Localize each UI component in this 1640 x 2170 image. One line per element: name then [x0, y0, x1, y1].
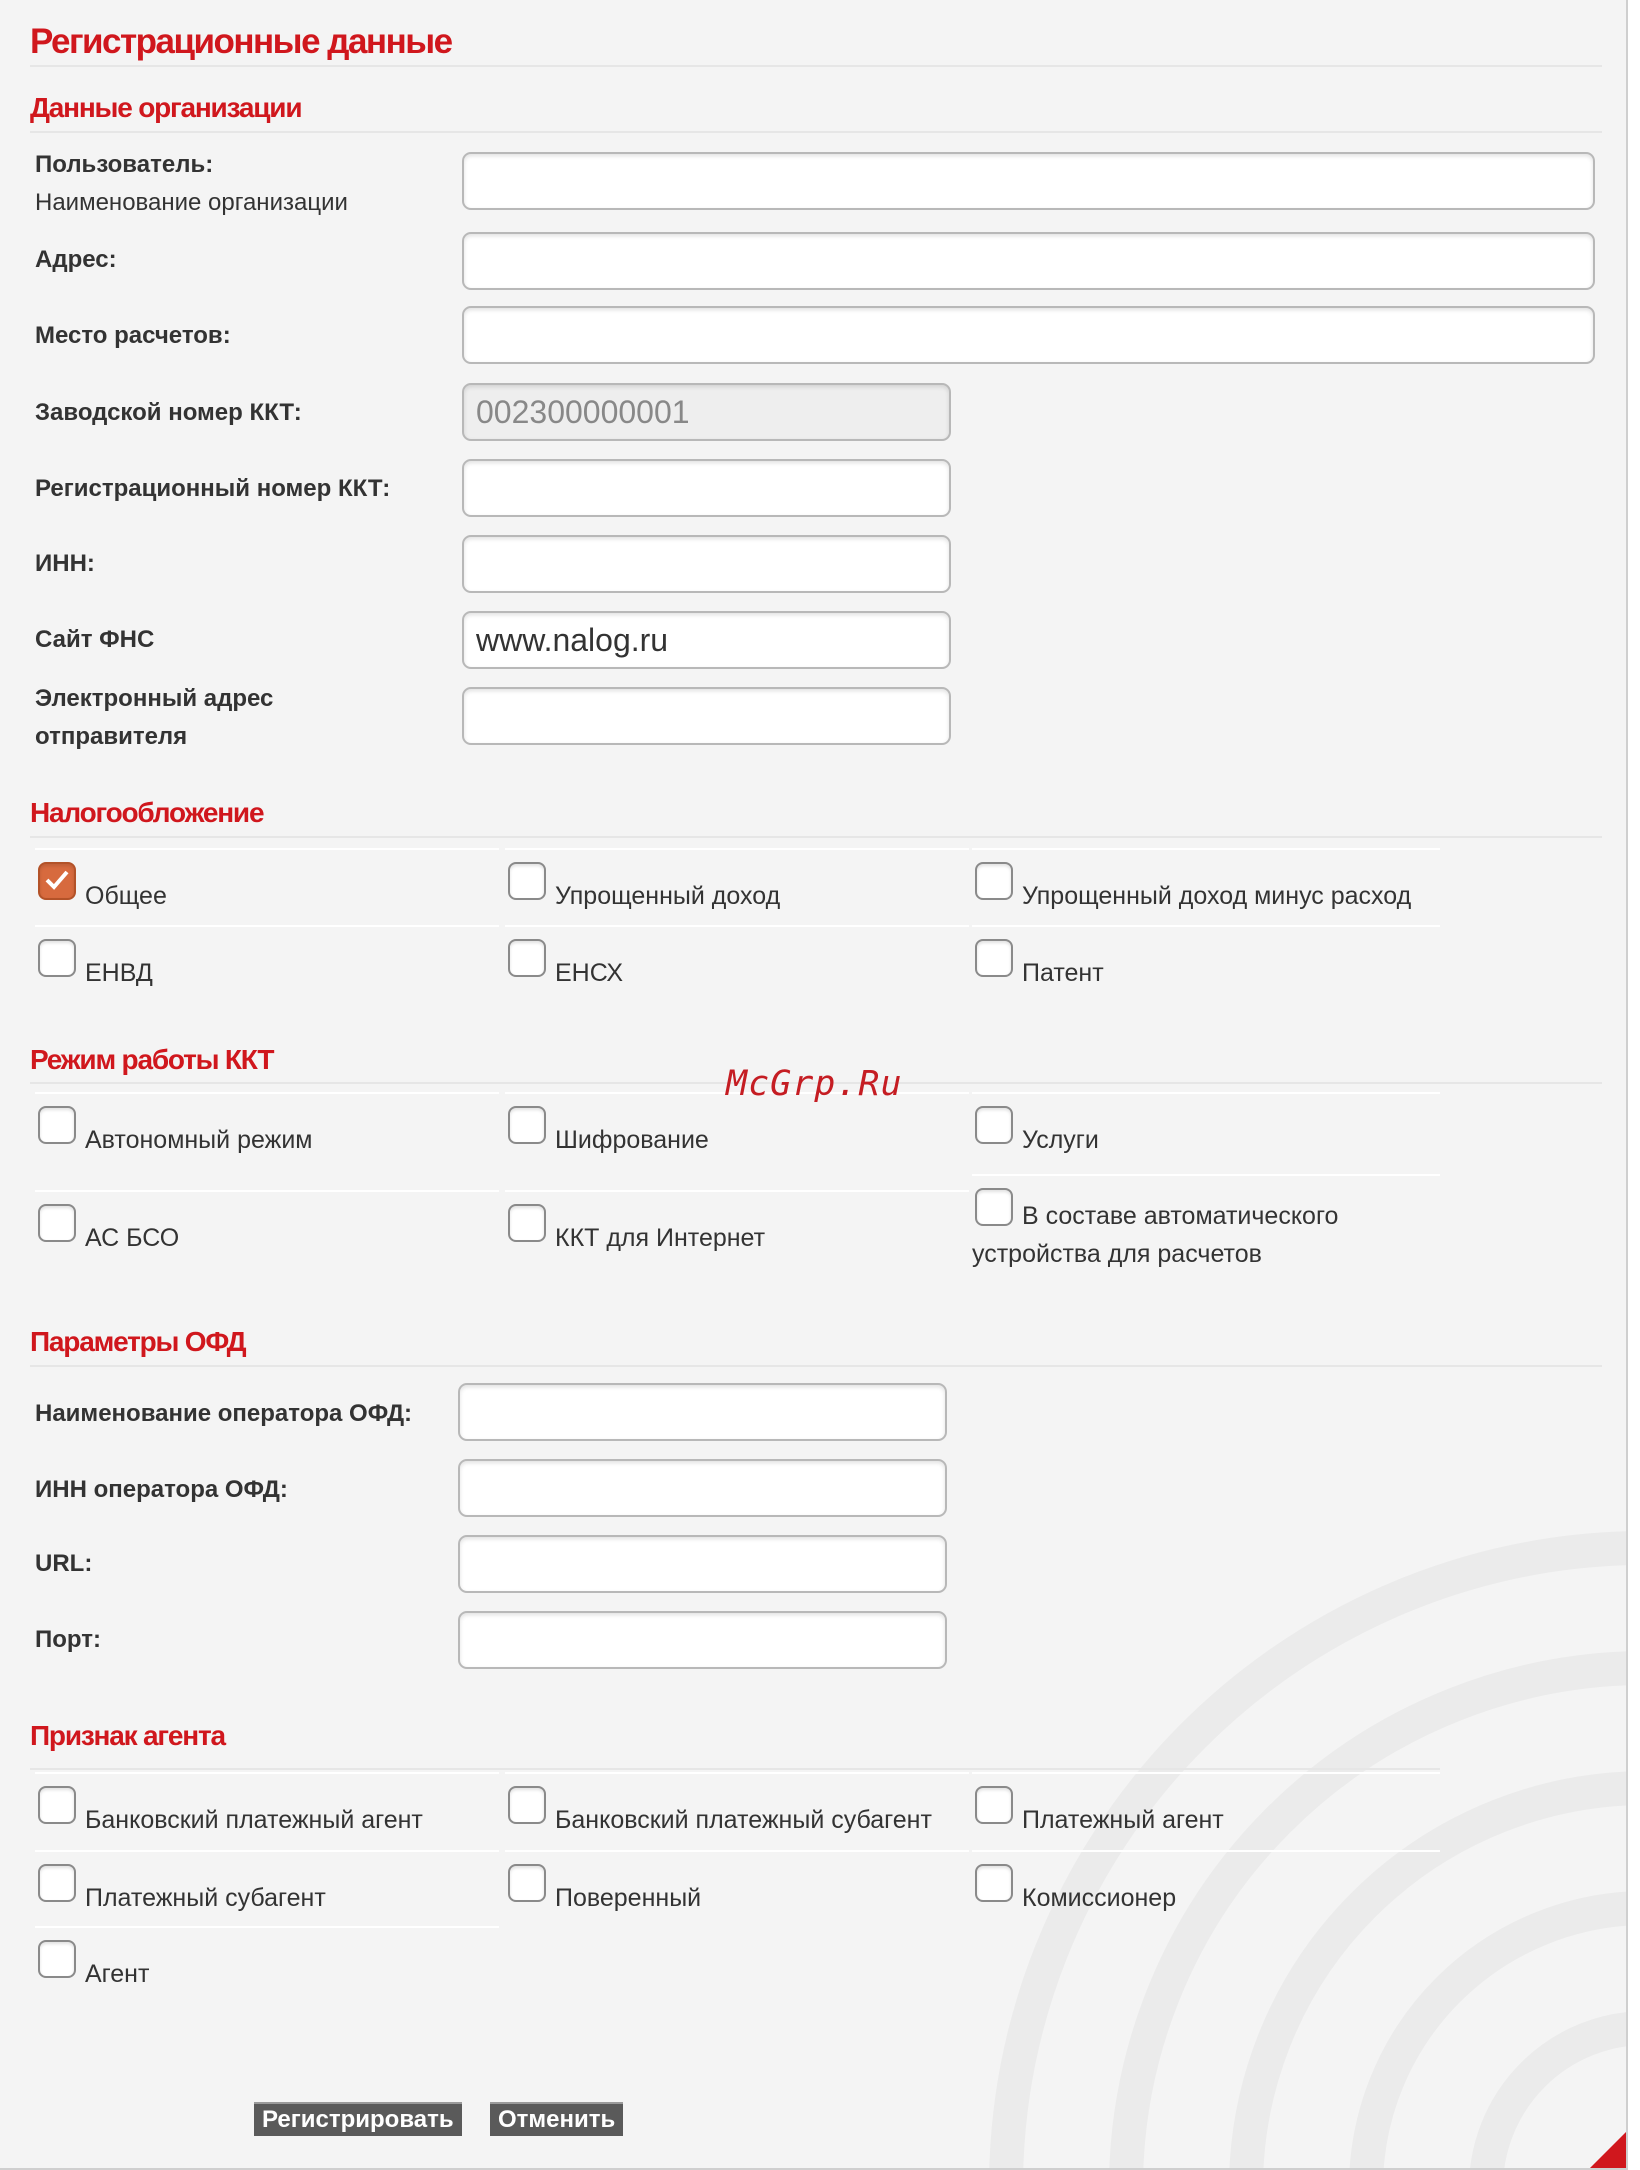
- mode-option-label: Автономный режим: [85, 1126, 313, 1154]
- mode-option-internet[interactable]: [505, 1190, 969, 1280]
- tax-option-simplified-income-minus-expense[interactable]: [972, 848, 1440, 922]
- inn-input[interactable]: [462, 535, 951, 593]
- sender-email-label: [35, 680, 273, 756]
- ofd-url-input[interactable]: [458, 1535, 947, 1593]
- agent-option-agent[interactable]: [35, 1926, 499, 2002]
- section-title-tax: Налогообложение: [30, 797, 264, 828]
- checkbox[interactable]: [975, 1188, 1013, 1226]
- user-sublabel: Наименование организации: [35, 189, 348, 216]
- mode-option-label: Услуги: [1022, 1126, 1099, 1154]
- watermark: McGrp.Ru: [726, 1064, 903, 1104]
- agent-option-bank-payment-subagent[interactable]: [505, 1772, 969, 1850]
- tax-option-label: ЕНСХ: [555, 959, 624, 987]
- checkbox[interactable]: [508, 939, 546, 977]
- inn-label: ИНН:: [35, 550, 95, 577]
- address-input[interactable]: [462, 232, 1595, 290]
- section-title-ofd: Параметры ОФД: [30, 1326, 246, 1357]
- mode-option-label-line2: устройства для расчетов: [972, 1240, 1262, 1268]
- serial-number-input: [462, 383, 951, 441]
- mode-option-label-line1: В составе автоматического: [1022, 1202, 1339, 1230]
- ofd-name-label: Наименование оператора ОФД:: [35, 1400, 413, 1427]
- checkbox[interactable]: [38, 939, 76, 977]
- checkmark-icon: [43, 866, 71, 894]
- section-title-org: Данные организации: [30, 92, 302, 123]
- sender-email-input[interactable]: [462, 687, 951, 745]
- checkbox-checked[interactable]: [38, 862, 76, 900]
- mode-option-label: ККТ для Интернет: [555, 1224, 766, 1252]
- agent-option-label: Агент: [85, 1960, 150, 1988]
- section-divider: [30, 1768, 1440, 1770]
- ofd-inn-input[interactable]: [458, 1459, 947, 1517]
- tax-option-label: Общее: [85, 882, 167, 910]
- section-divider: [30, 1365, 1602, 1367]
- tax-option-label: ЕНВД: [85, 959, 153, 987]
- tax-option-label: Упрощенный доход: [555, 882, 781, 910]
- tax-option-general[interactable]: [35, 848, 499, 922]
- section-title-mode: Режим работы ККТ: [30, 1044, 274, 1075]
- fns-site-input[interactable]: [462, 611, 951, 669]
- regnum-label: Регистрационный номер ККТ:: [35, 475, 391, 502]
- checkbox[interactable]: [975, 1106, 1013, 1144]
- mode-option-autonomous[interactable]: [35, 1092, 499, 1190]
- checkbox[interactable]: [975, 1864, 1013, 1902]
- tax-option-simplified-income[interactable]: [505, 848, 969, 922]
- checkbox[interactable]: [38, 1106, 76, 1144]
- checkbox[interactable]: [508, 862, 546, 900]
- checkbox[interactable]: [38, 1864, 76, 1902]
- checkbox[interactable]: [975, 1786, 1013, 1824]
- checkbox[interactable]: [975, 939, 1013, 977]
- agent-option-label: Комиссионер: [1022, 1884, 1177, 1912]
- address-label: Адрес:: [35, 246, 117, 273]
- mode-option-as-bso[interactable]: [35, 1190, 499, 1280]
- ofd-inn-label: ИНН оператора ОФД:: [35, 1476, 288, 1503]
- user-name-input[interactable]: [462, 152, 1595, 210]
- agent-option-label: Банковский платежный агент: [85, 1806, 423, 1834]
- mode-option-label: Шифрование: [555, 1126, 709, 1154]
- ofd-name-input[interactable]: [458, 1383, 947, 1441]
- mode-option-label: АС БСО: [85, 1224, 180, 1252]
- cancel-button[interactable]: Отменить: [490, 2102, 623, 2136]
- agent-option-label: Банковский платежный субагент: [555, 1806, 932, 1834]
- user-label: [35, 146, 348, 222]
- register-button[interactable]: Регистрировать: [254, 2102, 462, 2136]
- sender-email-label-line1: Электронный адрес: [35, 685, 274, 712]
- ofd-port-input[interactable]: [458, 1611, 947, 1669]
- checkbox[interactable]: [38, 1940, 76, 1978]
- checkbox[interactable]: [38, 1786, 76, 1824]
- agent-option-label: Платежный субагент: [85, 1884, 326, 1912]
- checkbox[interactable]: [975, 862, 1013, 900]
- sender-email-label-line2: отправителя: [35, 723, 188, 750]
- section-divider: [30, 836, 1602, 838]
- tax-option-label: Упрощенный доход минус расход: [1022, 882, 1412, 910]
- fns-site-label: Сайт ФНС: [35, 626, 155, 653]
- tax-option-label: Патент: [1022, 959, 1104, 987]
- title-divider: [30, 65, 1602, 67]
- place-input[interactable]: [462, 306, 1595, 364]
- mode-option-automatic-device[interactable]: [972, 1174, 1440, 1284]
- tax-option-envd[interactable]: [35, 925, 499, 999]
- tax-option-ensh[interactable]: [505, 925, 969, 999]
- ofd-port-label: Порт:: [35, 1626, 101, 1653]
- reg-number-input[interactable]: [462, 459, 951, 517]
- section-divider: [30, 131, 1602, 133]
- resize-corner-icon[interactable]: [1590, 2132, 1626, 2168]
- checkbox[interactable]: [508, 1204, 546, 1242]
- agent-option-attorney[interactable]: [505, 1850, 969, 1926]
- mode-option-encryption[interactable]: [505, 1092, 969, 1190]
- checkbox[interactable]: [508, 1106, 546, 1144]
- agent-option-bank-payment-agent[interactable]: [35, 1772, 499, 1850]
- agent-option-label: Поверенный: [555, 1884, 702, 1912]
- serial-label: Заводской номер ККТ:: [35, 399, 302, 426]
- agent-option-commissioner[interactable]: [972, 1850, 1440, 1926]
- checkbox[interactable]: [508, 1864, 546, 1902]
- agent-option-payment-subagent[interactable]: [35, 1850, 499, 1926]
- place-label: Место расчетов:: [35, 322, 231, 349]
- tax-option-patent[interactable]: [972, 925, 1440, 999]
- section-title-agent: Признак агента: [30, 1720, 225, 1751]
- checkbox[interactable]: [38, 1204, 76, 1242]
- user-label-text: Пользователь:: [35, 151, 214, 178]
- checkbox[interactable]: [508, 1786, 546, 1824]
- agent-option-payment-agent[interactable]: [972, 1772, 1440, 1850]
- ofd-url-label: URL:: [35, 1550, 93, 1577]
- agent-option-label: Платежный агент: [1022, 1806, 1224, 1834]
- page-title: Регистрационные данные: [30, 22, 452, 61]
